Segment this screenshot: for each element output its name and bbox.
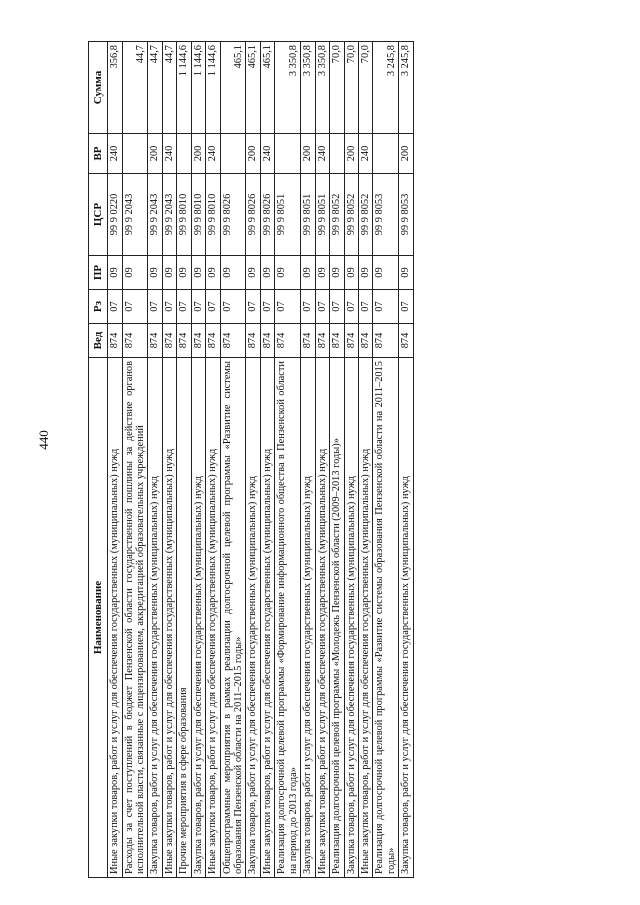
row-vr-cell [177, 134, 191, 174]
row-name-cell: Реализация долгосрочной целевой программы «Молодежь Пензенской области (2009–2013 годы)» [330, 358, 344, 878]
row-sum-cell: 44,7 [148, 42, 162, 134]
row-rz-cell: 07 [399, 290, 413, 324]
row-name-cell: Закупка товаров, работ и услуг для обеспечения государственных (муниципальных) нужд [246, 358, 260, 878]
table-row [206, 42, 220, 878]
row-ved-cell: 874 [358, 324, 372, 358]
row-name-cell: Реализация долгосрочной целевой программы «Формирование информационного общества в Пензенской области на период до 2013 года» [275, 358, 301, 878]
row-sum-cell: 44,7 [122, 42, 148, 134]
row-pr-cell: 09 [148, 256, 162, 290]
row-csr-cell: 99 9 0220 [108, 174, 122, 256]
row-csr-cell: 99 9 8052 [330, 174, 344, 256]
row-pr-cell: 09 [275, 256, 301, 290]
row-ved-cell: 874 [260, 324, 274, 358]
row-rz-cell: 07 [148, 290, 162, 324]
row-vr-cell: 200 [344, 134, 358, 174]
row-name-cell: Закупка товаров, работ и услуг для обеспечения государственных (муниципальных) нужд [399, 358, 413, 878]
table-header-row [89, 42, 108, 878]
row-ved-cell: 874 [191, 324, 205, 358]
table-row [122, 42, 148, 878]
row-name-cell: Закупка товаров, работ и услуг для обеспечения государственных (муниципальных) нужд [148, 358, 162, 878]
row-pr-cell: 09 [358, 256, 372, 290]
row-rz-cell: 07 [315, 290, 329, 324]
row-sum-cell: 1 144,6 [206, 42, 220, 134]
table-row [344, 42, 358, 878]
budget-table [88, 41, 414, 878]
row-rz-cell: 07 [330, 290, 344, 324]
row-csr-cell: 99 9 8026 [246, 174, 260, 256]
row-vr-cell: 240 [260, 134, 274, 174]
column-header: ПР [89, 256, 108, 290]
row-ved-cell: 874 [330, 324, 344, 358]
row-pr-cell: 09 [108, 256, 122, 290]
row-ved-cell: 874 [122, 324, 148, 358]
row-csr-cell: 99 9 8052 [358, 174, 372, 256]
row-pr-cell: 09 [206, 256, 220, 290]
row-rz-cell: 07 [301, 290, 315, 324]
row-name-cell: Иные закупки товаров, работ и услуг для обеспечения государственных (муниципальных) нужд [206, 358, 220, 878]
table-row [220, 42, 246, 878]
row-vr-cell [373, 134, 399, 174]
row-name-cell: Закупка товаров, работ и услуг для обеспечения государственных (муниципальных) нужд [301, 358, 315, 878]
row-sum-cell: 3 245,8 [399, 42, 413, 134]
row-pr-cell: 09 [301, 256, 315, 290]
table-row [399, 42, 413, 878]
row-csr-cell: 99 9 8026 [260, 174, 274, 256]
row-rz-cell: 07 [122, 290, 148, 324]
row-vr-cell: 240 [358, 134, 372, 174]
row-vr-cell: 200 [301, 134, 315, 174]
table-row [373, 42, 399, 878]
row-sum-cell: 3 350,8 [315, 42, 329, 134]
row-rz-cell: 07 [177, 290, 191, 324]
row-name-cell: Общепрограммные мероприятия в рамках реализации долгосрочной целевой программы «Развитие системы образования Пензенской области на 2011–2015 годы» [220, 358, 246, 878]
row-ved-cell: 874 [246, 324, 260, 358]
row-csr-cell: 99 9 8051 [275, 174, 301, 256]
table-row [260, 42, 274, 878]
row-csr-cell: 99 9 8010 [191, 174, 205, 256]
table-row [246, 42, 260, 878]
row-ved-cell: 874 [344, 324, 358, 358]
row-csr-cell: 99 9 8053 [373, 174, 399, 256]
table-row [108, 42, 122, 878]
row-rz-cell: 07 [191, 290, 205, 324]
row-name-cell: Закупка товаров, работ и услуг для обеспечения государственных (муниципальных) нужд [344, 358, 358, 878]
row-sum-cell: 70,0 [344, 42, 358, 134]
row-vr-cell: 200 [148, 134, 162, 174]
row-pr-cell: 09 [373, 256, 399, 290]
row-vr-cell [330, 134, 344, 174]
row-csr-cell: 99 9 8051 [301, 174, 315, 256]
row-pr-cell: 09 [344, 256, 358, 290]
row-csr-cell: 99 9 2043 [148, 174, 162, 256]
row-vr-cell [220, 134, 246, 174]
row-ved-cell: 874 [315, 324, 329, 358]
row-sum-cell: 3 350,8 [301, 42, 315, 134]
row-vr-cell: 240 [162, 134, 176, 174]
row-vr-cell [122, 134, 148, 174]
table-row [301, 42, 315, 878]
row-pr-cell: 09 [330, 256, 344, 290]
row-name-cell: Иные закупки товаров, работ и услуг для обеспечения государственных (муниципальных) нужд [358, 358, 372, 878]
row-ved-cell: 874 [108, 324, 122, 358]
row-sum-cell: 3 350,8 [275, 42, 301, 134]
table-row [358, 42, 372, 878]
row-sum-cell: 356,8 [108, 42, 122, 134]
row-rz-cell: 07 [373, 290, 399, 324]
row-csr-cell: 99 9 2043 [122, 174, 148, 256]
row-rz-cell: 07 [246, 290, 260, 324]
row-ved-cell: 874 [206, 324, 220, 358]
row-ved-cell: 874 [301, 324, 315, 358]
row-ved-cell: 874 [148, 324, 162, 358]
row-name-cell: Иные закупки товаров, работ и услуг для обеспечения государственных (муниципальных) нужд [260, 358, 274, 878]
row-pr-cell: 09 [162, 256, 176, 290]
row-rz-cell: 07 [108, 290, 122, 324]
row-ved-cell: 874 [162, 324, 176, 358]
row-name-cell: Иные закупки товаров, работ и услуг для обеспечения государственных (муниципальных) нужд [315, 358, 329, 878]
row-rz-cell: 07 [162, 290, 176, 324]
row-vr-cell: 240 [206, 134, 220, 174]
table-row [330, 42, 344, 878]
column-header: ЦСР [89, 174, 108, 256]
row-vr-cell: 240 [108, 134, 122, 174]
row-rz-cell: 07 [260, 290, 274, 324]
row-sum-cell: 70,0 [330, 42, 344, 134]
column-header: Рз [89, 290, 108, 324]
column-header: ВР [89, 134, 108, 174]
row-name-cell: Закупка товаров, работ и услуг для обеспечения государственных (муниципальных) нужд [191, 358, 205, 878]
row-ved-cell: 874 [373, 324, 399, 358]
row-sum-cell: 465,1 [220, 42, 246, 134]
row-pr-cell: 09 [177, 256, 191, 290]
row-pr-cell: 09 [220, 256, 246, 290]
column-header: Сумма [89, 42, 108, 134]
row-csr-cell: 99 9 8010 [206, 174, 220, 256]
row-vr-cell: 240 [315, 134, 329, 174]
column-header: Наименование [89, 358, 108, 878]
row-csr-cell: 99 9 8052 [344, 174, 358, 256]
row-sum-cell: 3 245,8 [373, 42, 399, 134]
row-name-cell: Иные закупки товаров, работ и услуг для обеспечения государственных (муниципальных) нужд [162, 358, 176, 878]
row-sum-cell: 44,7 [162, 42, 176, 134]
row-name-cell: Иные закупки товаров, работ и услуг для обеспечения государственных (муниципальных) нужд [108, 358, 122, 878]
table-row [275, 42, 301, 878]
row-csr-cell: 99 9 8053 [399, 174, 413, 256]
row-vr-cell [275, 134, 301, 174]
row-vr-cell: 200 [191, 134, 205, 174]
row-vr-cell: 200 [246, 134, 260, 174]
row-csr-cell: 99 9 2043 [162, 174, 176, 256]
row-rz-cell: 07 [344, 290, 358, 324]
row-ved-cell: 874 [275, 324, 301, 358]
row-vr-cell: 200 [399, 134, 413, 174]
row-pr-cell: 09 [122, 256, 148, 290]
row-ved-cell: 874 [220, 324, 246, 358]
rotated-table-container [88, 42, 548, 878]
row-csr-cell: 99 9 8051 [315, 174, 329, 256]
row-name-cell: Расходы за счет поступлений в бюджет Пензенской области государственной пошлины за действие органов исполнительной власти, связанные с лицензированием, аккредитацией образовательных учреждений [122, 358, 148, 878]
table-row [191, 42, 205, 878]
row-name-cell: Прочие мероприятия в сфере образования [177, 358, 191, 878]
row-pr-cell: 09 [315, 256, 329, 290]
table-row [148, 42, 162, 878]
table-body [108, 42, 414, 878]
table-row [162, 42, 176, 878]
row-ved-cell: 874 [399, 324, 413, 358]
row-rz-cell: 07 [358, 290, 372, 324]
row-sum-cell: 1 144,6 [191, 42, 205, 134]
row-csr-cell: 99 9 8010 [177, 174, 191, 256]
row-sum-cell: 70,0 [358, 42, 372, 134]
row-csr-cell: 99 9 8026 [220, 174, 246, 256]
row-sum-cell: 1 144,6 [177, 42, 191, 134]
row-sum-cell: 465,1 [246, 42, 260, 134]
row-rz-cell: 07 [220, 290, 246, 324]
row-pr-cell: 09 [399, 256, 413, 290]
column-header: Вед [89, 324, 108, 358]
row-ved-cell: 874 [177, 324, 191, 358]
row-sum-cell: 465,1 [260, 42, 274, 134]
table-row [315, 42, 329, 878]
row-pr-cell: 09 [246, 256, 260, 290]
table-row [177, 42, 191, 878]
row-pr-cell: 09 [191, 256, 205, 290]
page-number: 440 [36, 430, 51, 450]
row-rz-cell: 07 [206, 290, 220, 324]
row-name-cell: Реализация долгосрочной целевой программы «Развитие системы образования Пензенской области на 2011–2015 годы» [373, 358, 399, 878]
row-pr-cell: 09 [260, 256, 274, 290]
row-rz-cell: 07 [275, 290, 301, 324]
